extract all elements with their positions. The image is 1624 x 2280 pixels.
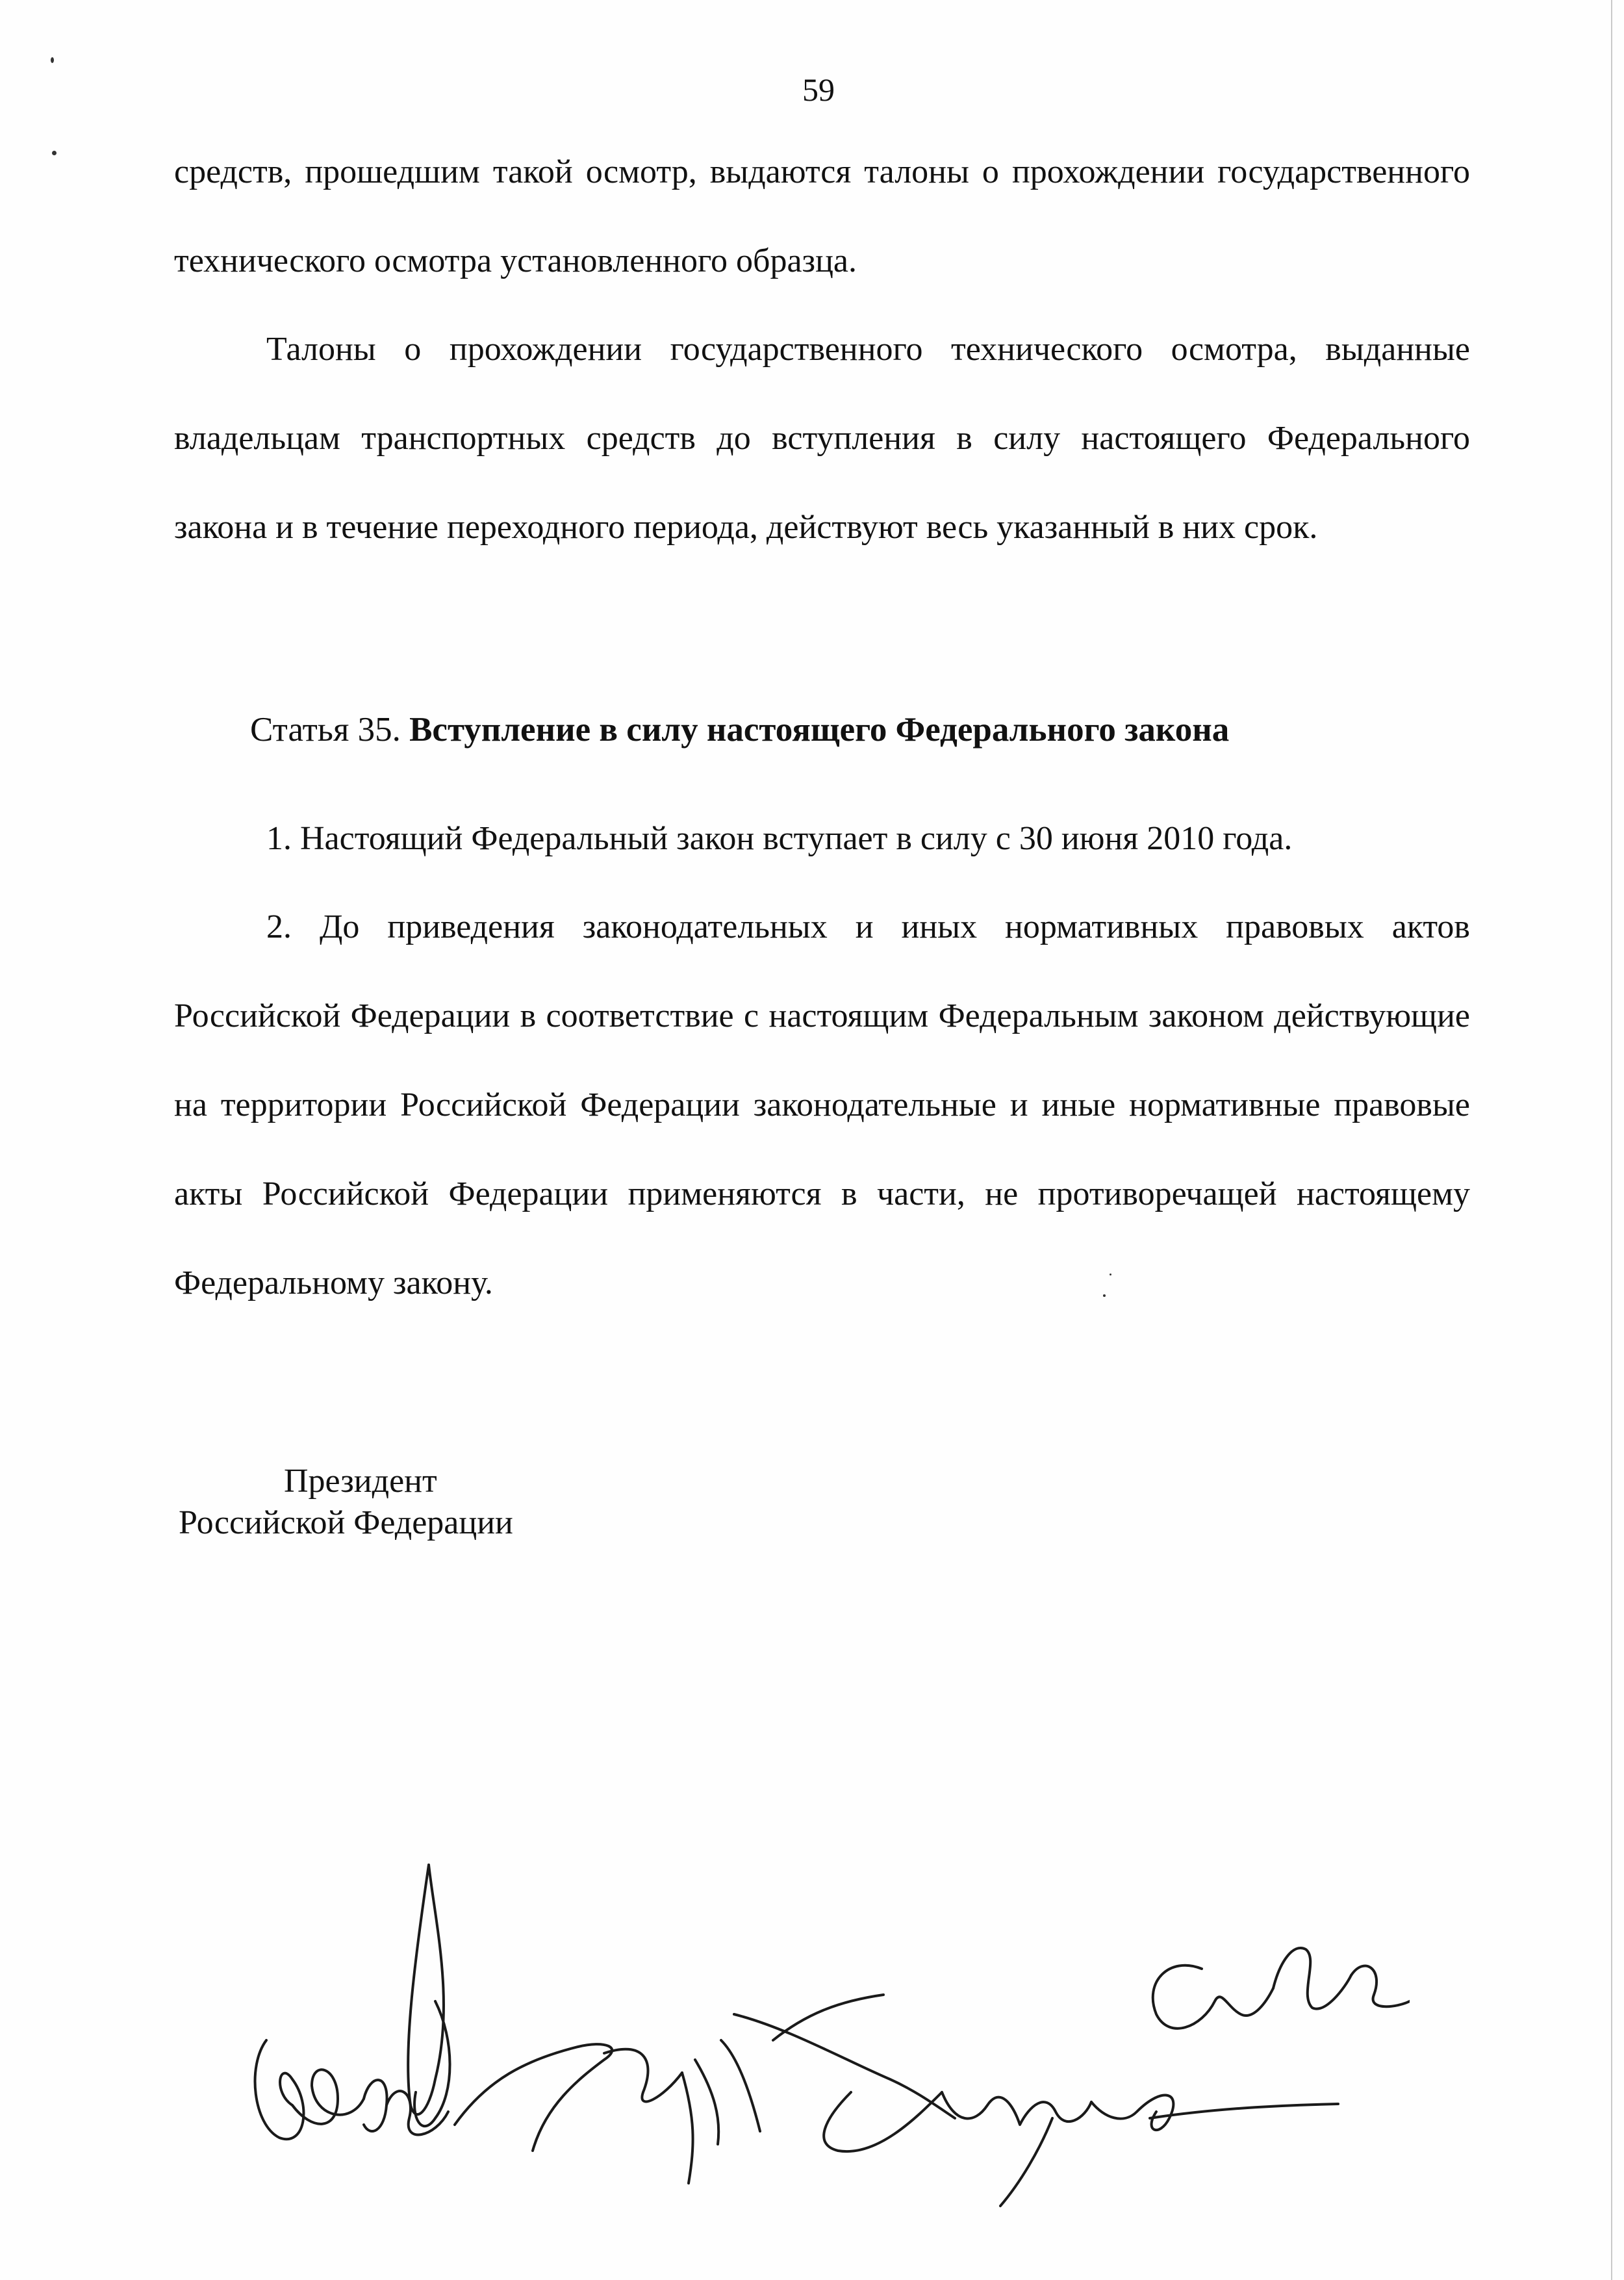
paragraph-1: средств, прошедшим такой осмотр, выдаются талоны о прохождении государственного технического осмотра установленного образца. [174,153,1470,279]
article-heading [250,707,1229,752]
paragraph-2: Талоны о прохождении государственного технического осмотра, выданные владельцам транспортных средств до вступления в силу настоящего Федерального закона и в течение переходного периода, действуют весь указанный в них срок. [174,331,1470,546]
article-title: Вступление в силу настоящего Федерального закона [409,711,1230,749]
signatory-title-line2: Российской Федерации [179,1504,513,1541]
signatory-title-line1: Президент [284,1463,437,1500]
handwritten-signature-icon [240,1845,1410,2209]
scan-edge-line [1611,0,1612,2280]
clause-1: 1. Настоящий Федеральный закон вступает в силу с 30 июня 2010 года. [266,820,1293,857]
page-number: 59 [802,71,835,108]
article-label: Статья 35. [250,711,401,749]
clause-2: 2. До приведения законодательных и иных нормативных правовых актов Российской Федерации в соответствие с настоящим Федеральным законом действующие на территории Российской Федерации законодательные и иные нормативные правовые акты Российской Федерации применяются в части, не противоречащей настоящему Федеральному закону. [174,908,1470,1301]
signatory-block [179,1461,513,1544]
